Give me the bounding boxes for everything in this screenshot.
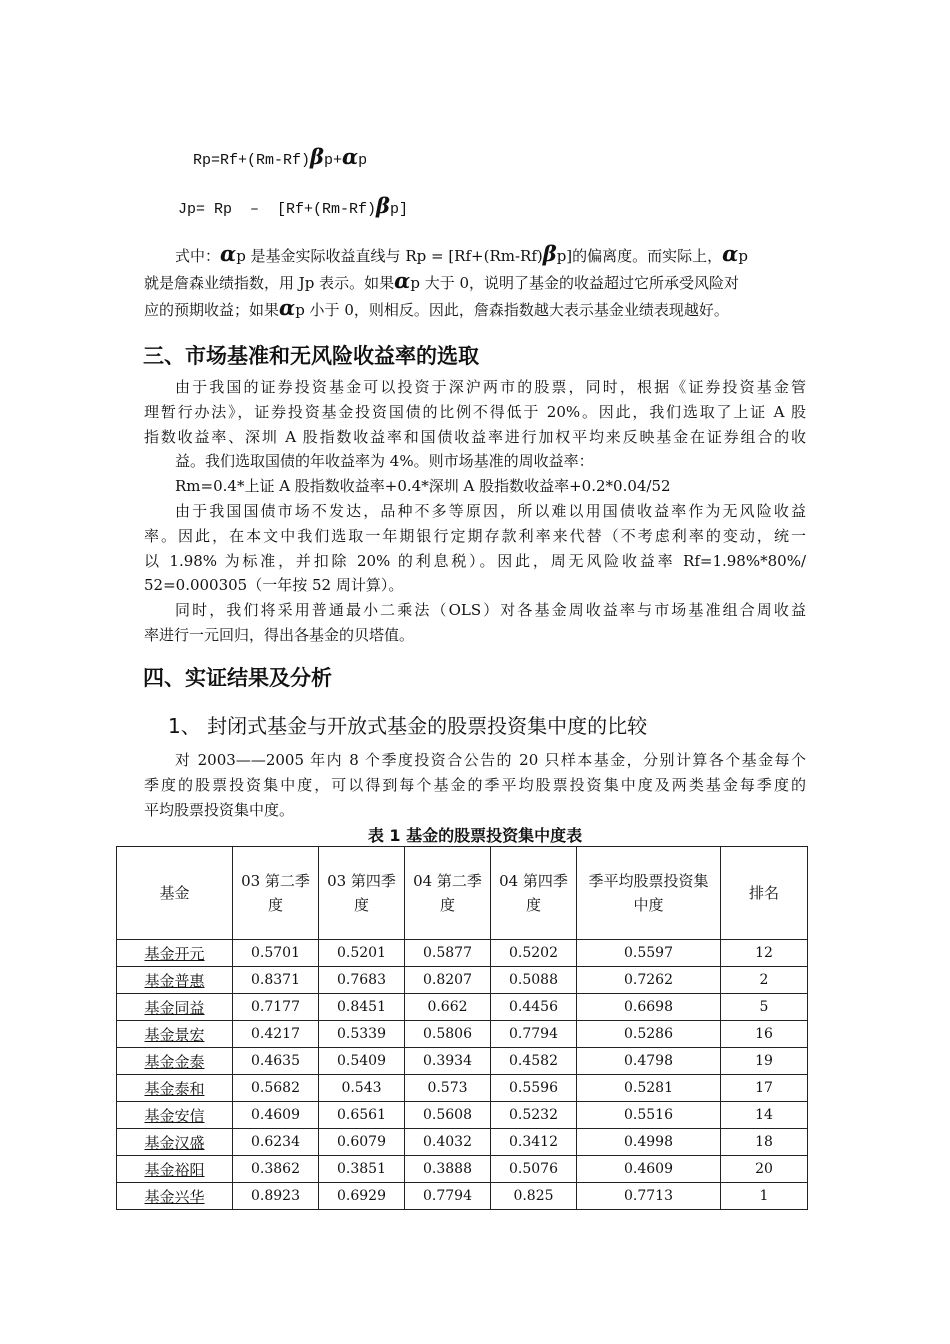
subsection-1-heading: 1、 封闭式基金与开放式基金的股票投资集中度的比较 [168,714,648,738]
table-cell: 0.4582 [491,1048,577,1075]
table-cell: 0.5877 [405,940,491,967]
table-cell: 0.5076 [491,1156,577,1183]
table-cell: 0.4635 [233,1048,319,1075]
capm-formula: Rp=Rf+(Rm-Rf)βp+αp [193,144,368,169]
table-cell: 0.573 [405,1075,491,1102]
table-cell: 0.5608 [405,1102,491,1129]
table-cell: 0.3851 [319,1156,405,1183]
col-03q4: 03 第四季 度 [319,847,405,940]
table-cell: 0.5286 [577,1021,721,1048]
fund-name-link[interactable]: 基金安信 [117,1102,233,1129]
table-cell: 18 [721,1129,808,1156]
col-04q4: 04 第四季 度 [491,847,577,940]
table-cell: 0.4456 [491,994,577,1021]
table-cell: 20 [721,1156,808,1183]
table-cell: 0.6929 [319,1183,405,1210]
table-cell: 5 [721,994,808,1021]
fund-name-link[interactable]: 基金裕阳 [117,1156,233,1183]
beta-symbol: β [310,144,324,169]
table-cell: 0.7794 [491,1021,577,1048]
section-4-body: 对 2003——2005 年内 8 个季度投资合公告的 20 只样本基金，分别计算各个基金每个 季度的股票投资集中度，可以得到每个基金的季平均股票投资集中度及两类基金每季度的 平均股票投资集中度。 [144,751,806,819]
table-cell: 0.4609 [577,1156,721,1183]
table-row [117,994,808,1021]
table-caption: 表 1 基金的股票投资集中度表 [367,826,583,845]
table-cell: 0.7262 [577,967,721,994]
table-cell: 0.5806 [405,1021,491,1048]
table-cell: 0.825 [491,1183,577,1210]
table-cell: 0.5088 [491,967,577,994]
table-cell: 0.6561 [319,1102,405,1129]
table-cell: 0.5682 [233,1075,319,1102]
table-cell: 0.8923 [233,1183,319,1210]
table-cell: 0.4032 [405,1129,491,1156]
intro-line-1: 式中：αp 是基金实际收益直线与 Rp = [Rf+(Rm-Rf)βp]的偏离度。而实际上，αp [175,241,748,266]
rm-formula: Rm=0.4*上证 A 股指数收益率+0.4*深圳 A 股指数收益率+0.2*0.04/52 [175,477,671,496]
table-cell: 0.5516 [577,1102,721,1129]
col-rank: 排名 [721,847,808,940]
table-row [117,1129,808,1156]
table-cell: 0.543 [319,1075,405,1102]
table-cell: 0.6234 [233,1129,319,1156]
intro-line-2: 就是詹森业绩指数，用 Jp 表示。如果αp 大于 0，说明了基金的收益超过它所承受风险对 [144,267,740,293]
table-cell: 0.662 [405,994,491,1021]
col-fund: 基金 [117,847,233,940]
table-cell: 0.7713 [577,1183,721,1210]
section-3-heading: 三、市场基准和无风险收益率的选取 [143,344,479,368]
jensen-formula: Jp= Rp – [Rf+(Rm-Rf)βp] [178,193,409,218]
table-row [117,1156,808,1183]
table-cell: 19 [721,1048,808,1075]
fund-name-link[interactable]: 基金泰和 [117,1075,233,1102]
fund-name-link[interactable]: 基金汉盛 [117,1129,233,1156]
table-row [117,1021,808,1048]
col-03q2: 03 第二季 度 [233,847,319,940]
table-cell: 0.5281 [577,1075,721,1102]
fund-name-link[interactable]: 基金景宏 [117,1021,233,1048]
table-cell: 0.5701 [233,940,319,967]
table-cell: 0.7794 [405,1183,491,1210]
table-cell: 16 [721,1021,808,1048]
table-cell: 0.8451 [319,994,405,1021]
intro-paragraph [144,242,806,322]
table-row [117,1048,808,1075]
fund-name-link[interactable]: 基金开元 [117,940,233,967]
table-cell: 1 [721,1183,808,1210]
intro-line-3: 应的预期收益；如果αp 小于 0，则相反。因此，詹森指数越大表示基金业绩表现越好。 [144,294,729,320]
table-cell: 0.4609 [233,1102,319,1129]
table-cell: 0.5409 [319,1048,405,1075]
table-cell: 0.8207 [405,967,491,994]
fund-concentration-table [116,846,808,1210]
table-cell: 2 [721,967,808,994]
table-header-row [117,847,808,940]
section-4-heading: 四、实证结果及分析 [143,666,332,690]
fund-name-link[interactable]: 基金兴华 [117,1183,233,1210]
table-row [117,940,808,967]
table-cell: 0.5596 [491,1075,577,1102]
table-row [117,1102,808,1129]
col-average: 季平均股票投资集 中度 [577,847,721,940]
table-row [117,1075,808,1102]
alpha-symbol: α [342,144,359,169]
table-cell: 0.3862 [233,1156,319,1183]
table-row [117,967,808,994]
table-cell: 0.7683 [319,967,405,994]
table-cell: 0.5597 [577,940,721,967]
table-cell: 0.5202 [491,940,577,967]
table-cell: 0.4798 [577,1048,721,1075]
table-cell: 0.8371 [233,967,319,994]
table-cell: 0.5201 [319,940,405,967]
table-cell: 0.3888 [405,1156,491,1183]
table-cell: 0.4217 [233,1021,319,1048]
table-cell: 0.6698 [577,994,721,1021]
beta-symbol: β [376,193,390,218]
table-cell: 0.4998 [577,1129,721,1156]
table-cell: 0.6079 [319,1129,405,1156]
table-row [117,1183,808,1210]
section-3-body: 由于我国的证券投资基金可以投资于深沪两市的股票，同时，根据《证券投资基金管 理暂行办法》，证券投资基金投资国债的比例不得低于 20%。因此，我们选取了上证 A 股 指数收益率、深圳 A 股指数收益率和国债收益率进行加权平均来反映基金在证券组合的收 益。我们选取国债的年收益率为 4%。则市场基准的周收益率： Rm=0.4*上证 A 股指数收益率+0.4*深圳 A 股指数收益率+0.2*0.04/52 由于我国国债市场不发达，品种不多等原因，所以难以用国债收益率作为无风险收益 率。因此，在本文中我们选取一年期银行定期存款利率来代替（不考虑利率的变动，统一 以 1.98% 为标准，并扣除 20% 的利息税）。因此，周无风险收益率 Rf=1.98%*80%/ 52=0.000305（一年按 52 周计算）。 同时，我们将采用普通最小二乘法（OLS）对各基金周收益率与市场基准组合周收益 率进行一元回归，得出各基金的贝塔值。 [144,378,806,644]
fund-name-link[interactable]: 基金金泰 [117,1048,233,1075]
table-cell: 12 [721,940,808,967]
table-cell: 0.5339 [319,1021,405,1048]
table-cell: 0.3412 [491,1129,577,1156]
table-cell: 14 [721,1102,808,1129]
table-cell: 17 [721,1075,808,1102]
fund-name-link[interactable]: 基金普惠 [117,967,233,994]
fund-name-link[interactable]: 基金同益 [117,994,233,1021]
table-cell: 0.5232 [491,1102,577,1129]
col-04q2: 04 第二季 度 [405,847,491,940]
table-cell: 0.3934 [405,1048,491,1075]
table-cell: 0.7177 [233,994,319,1021]
